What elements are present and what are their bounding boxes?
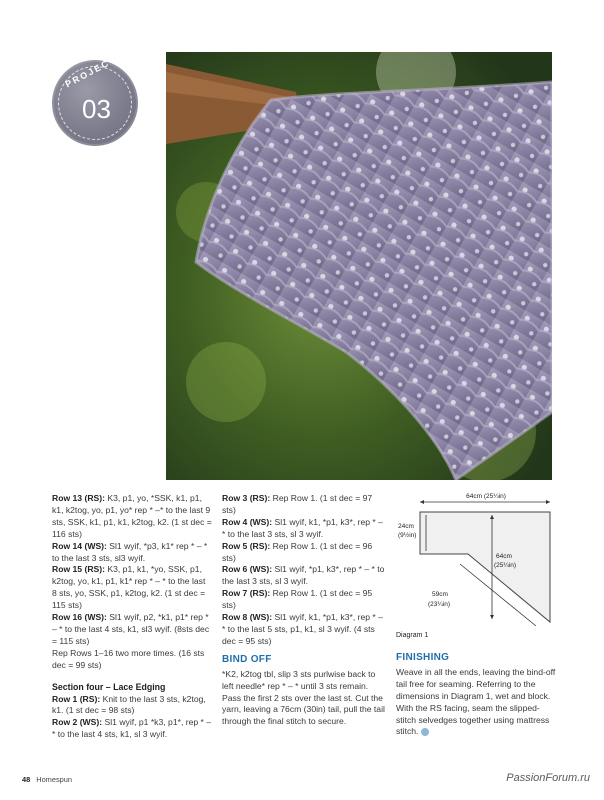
left-dimension-cm: 24cm — [398, 523, 414, 530]
row-instruction: Row 14 (WS): Sl1 wyif, *p3, k1* rep * – * to the last 3 sts, sl3 wyif. — [52, 540, 208, 563]
row-instruction: Row 4 (WS): Sl1 wyif, k1, *p1, k3*, rep * – * to the last 3 sts, sl 3 wyif. — [222, 516, 383, 539]
diagram-caption: Diagram 1 — [396, 632, 429, 639]
magazine-name: Homespun — [36, 775, 72, 784]
badge-number: 03 — [82, 94, 111, 124]
instructions-column-2 — [222, 493, 386, 728]
row-instruction: Row 13 (RS): K3, p1, yo, *SSK, k1, p1, k1, k2tog, yo, p1, yo* rep * –* to the last 9 sts, SSK, k1, p1, k1, k2tog, k2. (1 st dec = 116 sts) — [52, 493, 212, 539]
row-instruction: Row 16 (WS): Sl1 wyif, p2, *k1, p1* rep * – * to the last 4 sts, k1, sl3 wyif. (8sts dec = 115 sts) — [52, 612, 210, 646]
shawl-photo — [166, 52, 552, 480]
row-instruction: Row 15 (RS): K3, p1, k1, *yo, SSK, p1, k2tog, yo, k1, p1, k1* rep * – * to the last 8 sts, yo, SSK, p1, k2tog, k2. (1 st dec = 115 sts) — [52, 564, 206, 611]
row-instruction: Row 8 (WS): Sl1 wyif, k1, *p1, k3*, rep * – * to the last 5 sts, p1, k1, sl 3 wyif. (4 sts dec = 95 sts) — [222, 612, 383, 646]
left-dimension-in: (9½in) — [398, 532, 417, 539]
bind-off-heading: BIND OFF — [222, 653, 272, 665]
page-footer — [22, 775, 72, 784]
height-dimension-in: (25¼in) — [494, 562, 517, 569]
instructions-column-1 — [52, 493, 212, 741]
height-dimension-cm: 64cm — [496, 553, 512, 560]
bottom-dimension-in: (23¼in) — [428, 601, 451, 608]
project-badge — [52, 54, 138, 146]
dimension-diagram — [396, 488, 556, 628]
end-mark-icon — [421, 728, 429, 736]
badge-label: PROJECT — [63, 54, 119, 90]
section-heading: Section four – Lace Edging — [52, 681, 166, 692]
repeat-note: Rep Rows 1–16 two more times. (16 sts dec = 99 sts) — [52, 647, 205, 670]
row-instruction: Row 7 (RS): Rep Row 1. (1 st dec = 95 sts) — [222, 588, 373, 611]
finishing-text: Weave in all the ends, leaving the bind-off tail free for seaming. Referring to the dimensions in Diagram 1, wet and block. With the RS facing, seam the slipped-stitch selvedges together using mattress stitch. — [396, 666, 556, 737]
watermark: PassionForum.ru — [506, 772, 590, 784]
top-dimension-label: 64cm (25¼in) — [466, 493, 506, 500]
row-instruction: Row 6 (WS): Sl1 wyif, *p1, k3*, rep * – * to the last 3 sts, sl 3 wyif. — [222, 564, 385, 587]
row-instruction: Row 5 (RS): Rep Row 1. (1 st dec = 96 sts) — [222, 540, 373, 563]
row-instruction: Row 3 (RS): Rep Row 1. (1 st dec = 97 sts) — [222, 493, 373, 515]
bottom-dimension-cm: 59cm — [432, 591, 448, 598]
page-number: 48 — [22, 775, 31, 784]
bind-off-text: *K2, k2tog tbl, slip 3 sts purlwise back to left needle* rep * – * until 3 sts remain. Pass the first 2 sts over the last st. Cut the yarn, leaving a 76cm (30in) tail, pull the tail through the final stitch to secure. — [222, 668, 385, 727]
finishing-heading: FINISHING — [396, 652, 450, 663]
finishing-column — [396, 652, 556, 738]
row-instruction: Row 1 (RS): Knit to the last 3 sts, k2tog, k1. (1 st dec = 98 sts) — [52, 693, 206, 716]
row-instruction: Row 2 (WS): Sl1 wyif, p1 *k3, p1*, rep * – * to the last 4 sts, k1, sl 3 wyif. — [52, 717, 212, 740]
